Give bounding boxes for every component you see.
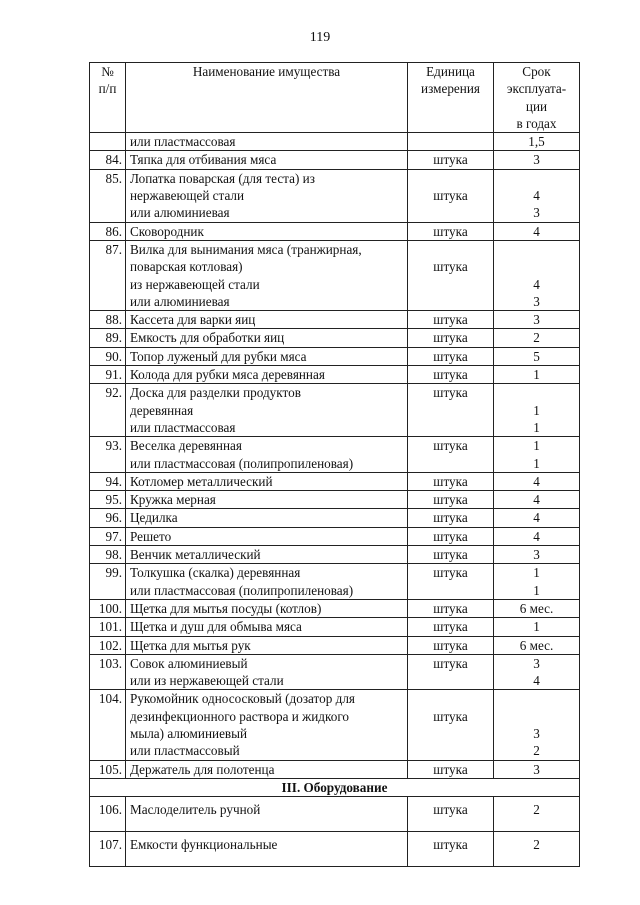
item-term [494,222,580,240]
table-row [90,527,580,545]
item-term [494,797,580,832]
row-number: 100. [90,599,126,617]
item-name [126,169,408,222]
item-term [494,151,580,169]
cell-line [494,241,579,258]
item-unit [408,347,494,365]
row-number: 84. [90,151,126,169]
cell-line: или пластмассовая (полипропиленовая) [130,582,354,598]
cell-line: № [101,64,114,79]
item-name [126,240,408,310]
cell-line: Емкости функциональные [130,837,278,853]
item-unit [408,133,494,151]
cell-line: 3 [533,547,540,563]
cell-line [408,204,493,221]
cell-line [494,170,579,187]
cell-line: штука [433,348,468,364]
item-name [126,384,408,437]
table-row [90,599,580,617]
table-body-equipment [90,797,580,867]
cell-line: 1 [533,419,540,435]
cell-line: 6 мес. [519,600,554,616]
header-term [494,63,580,133]
row-number: 98. [90,546,126,564]
cell-line: или алюминиевая [130,293,230,309]
item-unit [408,222,494,240]
cell-line [408,455,493,472]
table-body [90,133,580,779]
item-name [126,311,408,329]
cell-line: или алюминиевая [130,205,230,221]
cell-line: штука [433,312,468,328]
table-row [90,329,580,347]
header-name [126,63,408,133]
item-term [494,546,580,564]
cell-line: Рукомойник однососковый (дозатор для [130,691,355,707]
cell-line: Топор луженый для рубки мяса [130,348,307,364]
item-name [126,690,408,760]
row-number: 87. [90,240,126,310]
item-unit [408,599,494,617]
cell-line: Котломер металлический [130,473,273,489]
table-row [90,169,580,222]
cell-line: или пластмассовая [130,134,236,150]
item-term [494,654,580,690]
cell-line [408,582,493,599]
cell-line: Держатель для полотенца [130,761,275,777]
table-row [90,509,580,527]
header-unit [408,63,494,133]
cell-line: Щетка и душ для обмыва мяса [130,619,302,635]
table-row [90,654,580,690]
row-number: 89. [90,329,126,347]
cell-line: Колода для рубки мяса деревянная [130,367,325,383]
cell-line: штука [433,565,468,581]
cell-line: или из нержавеющей стали [130,673,284,689]
item-term [494,329,580,347]
item-unit [408,618,494,636]
table-row [90,437,580,473]
item-unit [408,760,494,778]
item-name [126,797,408,832]
cell-line: 4 [533,188,540,204]
row-number: 102. [90,636,126,654]
cell-line: Венчик металлический [130,547,261,563]
cell-line: нержавеющей стали [130,188,245,204]
cell-line: Совок алюминиевый [130,655,248,671]
cell-line [408,742,493,759]
cell-line [494,690,579,707]
table-row [90,832,580,867]
cell-line: 1 [533,455,540,471]
section-title: III. Оборудование [90,778,580,796]
section-row [90,778,580,796]
cell-line: Единица [426,64,475,79]
cell-line: штука [433,510,468,526]
row-number: 103. [90,654,126,690]
cell-line: Веселка деревянная [130,438,242,454]
item-unit [408,151,494,169]
item-name [126,527,408,545]
item-name [126,491,408,509]
cell-line: 3 [533,312,540,328]
cell-line [494,384,579,401]
item-term [494,384,580,437]
cell-line [408,690,493,707]
item-name [126,509,408,527]
cell-line: штука [433,492,468,508]
table-row [90,472,580,490]
cell-line: мыла) алюминиевый [130,725,248,741]
cell-line: Емкость для обработки яиц [130,330,285,346]
cell-line: ции [525,98,548,114]
cell-line: эксплуата- [506,81,567,97]
table-row [90,546,580,564]
item-term [494,240,580,310]
cell-line: штука [433,600,468,616]
item-name [126,472,408,490]
item-name [126,222,408,240]
cell-line: 6 мес. [519,637,554,653]
cell-line [494,258,579,275]
table-row [90,151,580,169]
cell-line [408,672,493,689]
item-unit [408,797,494,832]
cell-line: или пластмассовая [130,419,236,435]
item-unit [408,654,494,690]
cell-line: штука [433,547,468,563]
cell-line: штука [433,637,468,653]
cell-line: Кружка мерная [130,492,216,508]
cell-line: 4 [533,528,540,544]
item-term [494,366,580,384]
cell-line: 2 [533,330,540,346]
table-row [90,222,580,240]
item-name [126,329,408,347]
item-unit [408,311,494,329]
cell-line [408,293,493,310]
item-term [494,509,580,527]
table-row [90,564,580,600]
item-unit [408,240,494,310]
item-unit [408,472,494,490]
item-name [126,151,408,169]
cell-line: Доска для разделки продуктов [130,385,301,401]
header-num [90,63,126,133]
cell-line: Тяпка для отбивания мяса [130,152,277,168]
item-term [494,690,580,760]
cell-line: 2 [533,802,540,818]
row-number: 86. [90,222,126,240]
cell-line: дезинфекционного раствора и жидкого [130,708,350,724]
cell-line: штука [433,385,468,401]
item-term [494,472,580,490]
item-name [126,437,408,473]
item-name [126,654,408,690]
table-row [90,347,580,365]
cell-line: п/п [98,81,117,97]
table-row [90,797,580,832]
row-number: 106. [90,797,126,832]
cell-line: 1 [533,402,540,418]
cell-line [408,133,493,150]
cell-line: штука [433,837,468,853]
cell-line: штука [433,223,468,239]
row-number: 95. [90,491,126,509]
cell-line [408,402,493,419]
row-number: 92. [90,384,126,437]
item-unit [408,564,494,600]
cell-line: штука [433,619,468,635]
cell-line [408,725,493,742]
item-name [126,599,408,617]
cell-line: 4 [533,473,540,489]
cell-line: штука [433,761,468,777]
table-row [90,240,580,310]
item-unit [408,636,494,654]
cell-line [494,708,579,725]
cell-line: 1,5 [528,134,545,150]
cell-line: штука [433,188,468,204]
row-number: 99. [90,564,126,600]
cell-line: штука [433,655,468,671]
cell-line: Наименование имущества [192,64,341,79]
cell-line: 1 [533,619,540,635]
cell-line: Вилка для вынимания мяса (транжирная, [130,241,362,257]
row-number: 107. [90,832,126,867]
item-name [126,618,408,636]
cell-line: 1 [533,438,540,454]
cell-line: штука [433,473,468,489]
item-term [494,760,580,778]
item-name [126,636,408,654]
cell-line: 1 [533,367,540,383]
cell-line: штука [433,708,468,724]
row-number: 96. [90,509,126,527]
item-name [126,546,408,564]
item-term [494,169,580,222]
cell-line: Толкушка (скалка) деревянная [130,565,301,581]
item-term [494,599,580,617]
cell-line: 2 [533,837,540,853]
cell-line: измерения [421,81,480,97]
row-number: 88. [90,311,126,329]
table-row [90,690,580,760]
cell-line: штука [433,438,468,454]
row-number: 101. [90,618,126,636]
cell-line: штука [433,259,468,275]
page-number: 119 [309,30,331,45]
cell-line: 2 [533,743,540,759]
item-unit [408,384,494,437]
cell-line: 3 [533,761,540,777]
cell-line: Лопатка поварская (для теста) из [130,170,315,186]
row-number: 104. [90,690,126,760]
item-name [126,366,408,384]
item-unit [408,690,494,760]
cell-line: Сковородник [130,223,204,239]
cell-line [408,419,493,436]
item-term [494,311,580,329]
cell-line: Цедилка [130,510,178,526]
table-row [90,133,580,151]
cell-line: Маслоделитель ручной [130,802,261,818]
cell-line: 3 [533,293,540,309]
cell-line: штука [433,802,468,818]
inventory-table [89,62,580,867]
item-name [126,760,408,778]
table-row [90,760,580,778]
table-row [90,311,580,329]
table-row [90,366,580,384]
item-unit [408,491,494,509]
cell-line: Решето [130,528,172,544]
cell-line: 1 [533,565,540,581]
cell-line: 4 [533,673,540,689]
table-row [90,491,580,509]
cell-line [408,170,493,187]
item-unit [408,169,494,222]
cell-line: Срок [522,64,551,79]
cell-line: в годах [516,115,557,131]
cell-line: 4 [533,492,540,508]
cell-line: 3 [533,152,540,168]
item-unit [408,509,494,527]
cell-line: 5 [533,348,540,364]
cell-line: 4 [533,510,540,526]
cell-line: поварская котловая) [130,259,243,275]
cell-line: штука [433,330,468,346]
item-name [126,564,408,600]
cell-line: из нержавеющей стали [130,276,260,292]
item-term [494,564,580,600]
row-number: 90. [90,347,126,365]
item-name [126,832,408,867]
row-number: 93. [90,437,126,473]
cell-line: 3 [533,725,540,741]
cell-line: штука [433,528,468,544]
row-number: 94. [90,472,126,490]
cell-line: 1 [533,582,540,598]
row-number: 85. [90,169,126,222]
table-row [90,618,580,636]
item-term [494,437,580,473]
row-number: 97. [90,527,126,545]
row-number: 105. [90,760,126,778]
row-number [90,133,126,151]
item-term [494,618,580,636]
cell-line: штука [433,152,468,168]
item-name [126,133,408,151]
table-row [90,384,580,437]
table-row [90,636,580,654]
item-term [494,491,580,509]
item-term [494,527,580,545]
cell-line [408,241,493,258]
item-name [126,347,408,365]
cell-line: или пластмассовый [130,743,240,759]
cell-line: 4 [533,276,540,292]
item-unit [408,366,494,384]
item-term [494,832,580,867]
cell-line: или пластмассовая (полипропиленовая) [130,455,354,471]
cell-line: 3 [533,205,540,221]
cell-line: штука [433,367,468,383]
cell-line [408,276,493,293]
item-unit [408,527,494,545]
cell-line: деревянная [130,402,194,418]
item-term [494,347,580,365]
item-unit [408,329,494,347]
item-term [494,133,580,151]
row-number: 91. [90,366,126,384]
item-unit [408,832,494,867]
item-unit [408,437,494,473]
cell-line: Кассета для варки яиц [130,312,256,328]
cell-line: Щетка для мытья рук [130,637,251,653]
item-unit [408,546,494,564]
table-header-row [90,63,580,133]
cell-line: Щетка для мытья посуды (котлов) [130,600,322,616]
item-term [494,636,580,654]
cell-line: 4 [533,223,540,239]
cell-line: 3 [533,655,540,671]
